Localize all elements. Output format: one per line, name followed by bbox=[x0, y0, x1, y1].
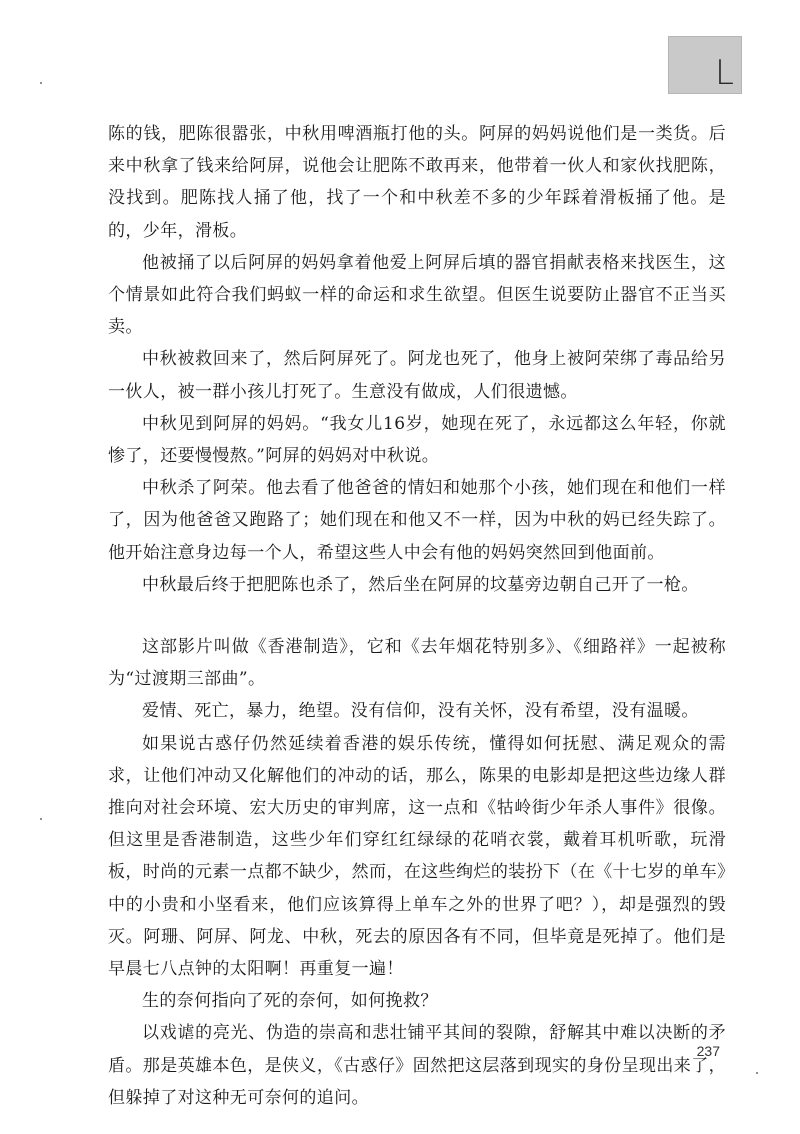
paragraph-3: 中秋被救回来了，然后阿屏死了。阿龙也死了，他身上被阿荣绑了毒品给另一伙人，被一群小孩儿打死了。生意没有做成，人们很遗憾。 bbox=[108, 349, 726, 402]
scan-speck bbox=[40, 818, 42, 820]
page-number: 237 bbox=[696, 1043, 720, 1059]
paragraph-5: 中秋杀了阿荣。他去看了他爸爸的情妇和她那个小孩，她们现在和他们一样了，因为他爸爸又跑路了；她们现在和他又不一样，因为中秋的妈已经失踪了。他开始注意身边每一个人，希望这些人中会有他的妈妈突然回到他面前。 bbox=[108, 478, 726, 563]
paragraph-6: 中秋最后终于把肥陈也杀了，然后坐在阿屏的坟墓旁边朝自己开了一枪。 bbox=[142, 574, 699, 595]
body-text bbox=[108, 118, 726, 1114]
paragraph-9: 如果说古惑仔仍然延续着香港的娱乐传统，懂得如何抚慰、满足观众的需求，让他们冲动又化解他们的冲动的话，那么，陈果的电影却是把这些边缘人群推向对社会环境、宏大历史的审判席，这一点和《牯岭街少年杀人事件》很像。但这里是香港制造，这些少年们穿红红绿绿的花哨衣裳，戴着耳机听歌，玩滑板，时尚的元素一点都不缺少，然而，在这些绚烂的装扮下（在《十七岁的单车》中的小贵和小坚看来，他们应该算得上单车之外的世界了吧？），却是强烈的毁灭。阿珊、阿屏、阿龙、中秋，死去的原因各有不同，但毕竟是死掉了。他们是早晨七八点钟的太阳啊！再重复一遍！ bbox=[108, 733, 726, 980]
paragraph-10: 生的奈何指向了死的奈何，如何挽救？ bbox=[142, 991, 438, 1012]
paragraph-4: 中秋见到阿屏的妈妈。“我女儿16岁，她现在死了，永远都这么年轻，你就惨了，还要慢慢熬。”阿屏的妈妈对中秋说。 bbox=[108, 413, 726, 467]
paragraph-11: 以戏谑的亮光、伪造的崇高和悲壮铺平其间的裂隙，舒解其中难以决断的矛盾。那是英雄本色，是侠义，《古惑仔》固然把这层落到现实的身份呈现出来了，但躲掉了对这种无可奈何的追问。 bbox=[108, 1023, 726, 1108]
scan-speck bbox=[40, 82, 42, 84]
chapter-letter: L bbox=[715, 53, 734, 93]
paragraph-2: 他被捅了以后阿屏的妈妈拿着他爱上阿屏后填的器官捐献表格来找医生，这个情景如此符合我们蚂蚁一样的命运和求生欲望。但医生说要防止器官不正当买卖。 bbox=[108, 252, 726, 338]
paragraph-1: 陈的钱，肥陈很嚣张，中秋用啤酒瓶打他的头。阿屏的妈妈说他们是一类货。后来中秋拿了钱来给阿屏，说他会让肥陈不敢再来，他带着一伙人和家伙找肥陈，没找到。肥陈找人捅了他，找了一个和中秋差不多的少年踩着滑板捅了他。是的，少年，滑板。 bbox=[108, 124, 726, 241]
paragraph-8: 爱情、死亡，暴力，绝望。没有信仰，没有关怀，没有希望，没有温暖。 bbox=[142, 701, 699, 722]
chapter-tab bbox=[668, 36, 742, 94]
scan-speck bbox=[756, 1072, 758, 1074]
paragraph-7: 这部影片叫做《香港制造》，它和《去年烟花特别多》、《细路祥》一起被称为“过渡期三部曲”。 bbox=[108, 637, 726, 690]
